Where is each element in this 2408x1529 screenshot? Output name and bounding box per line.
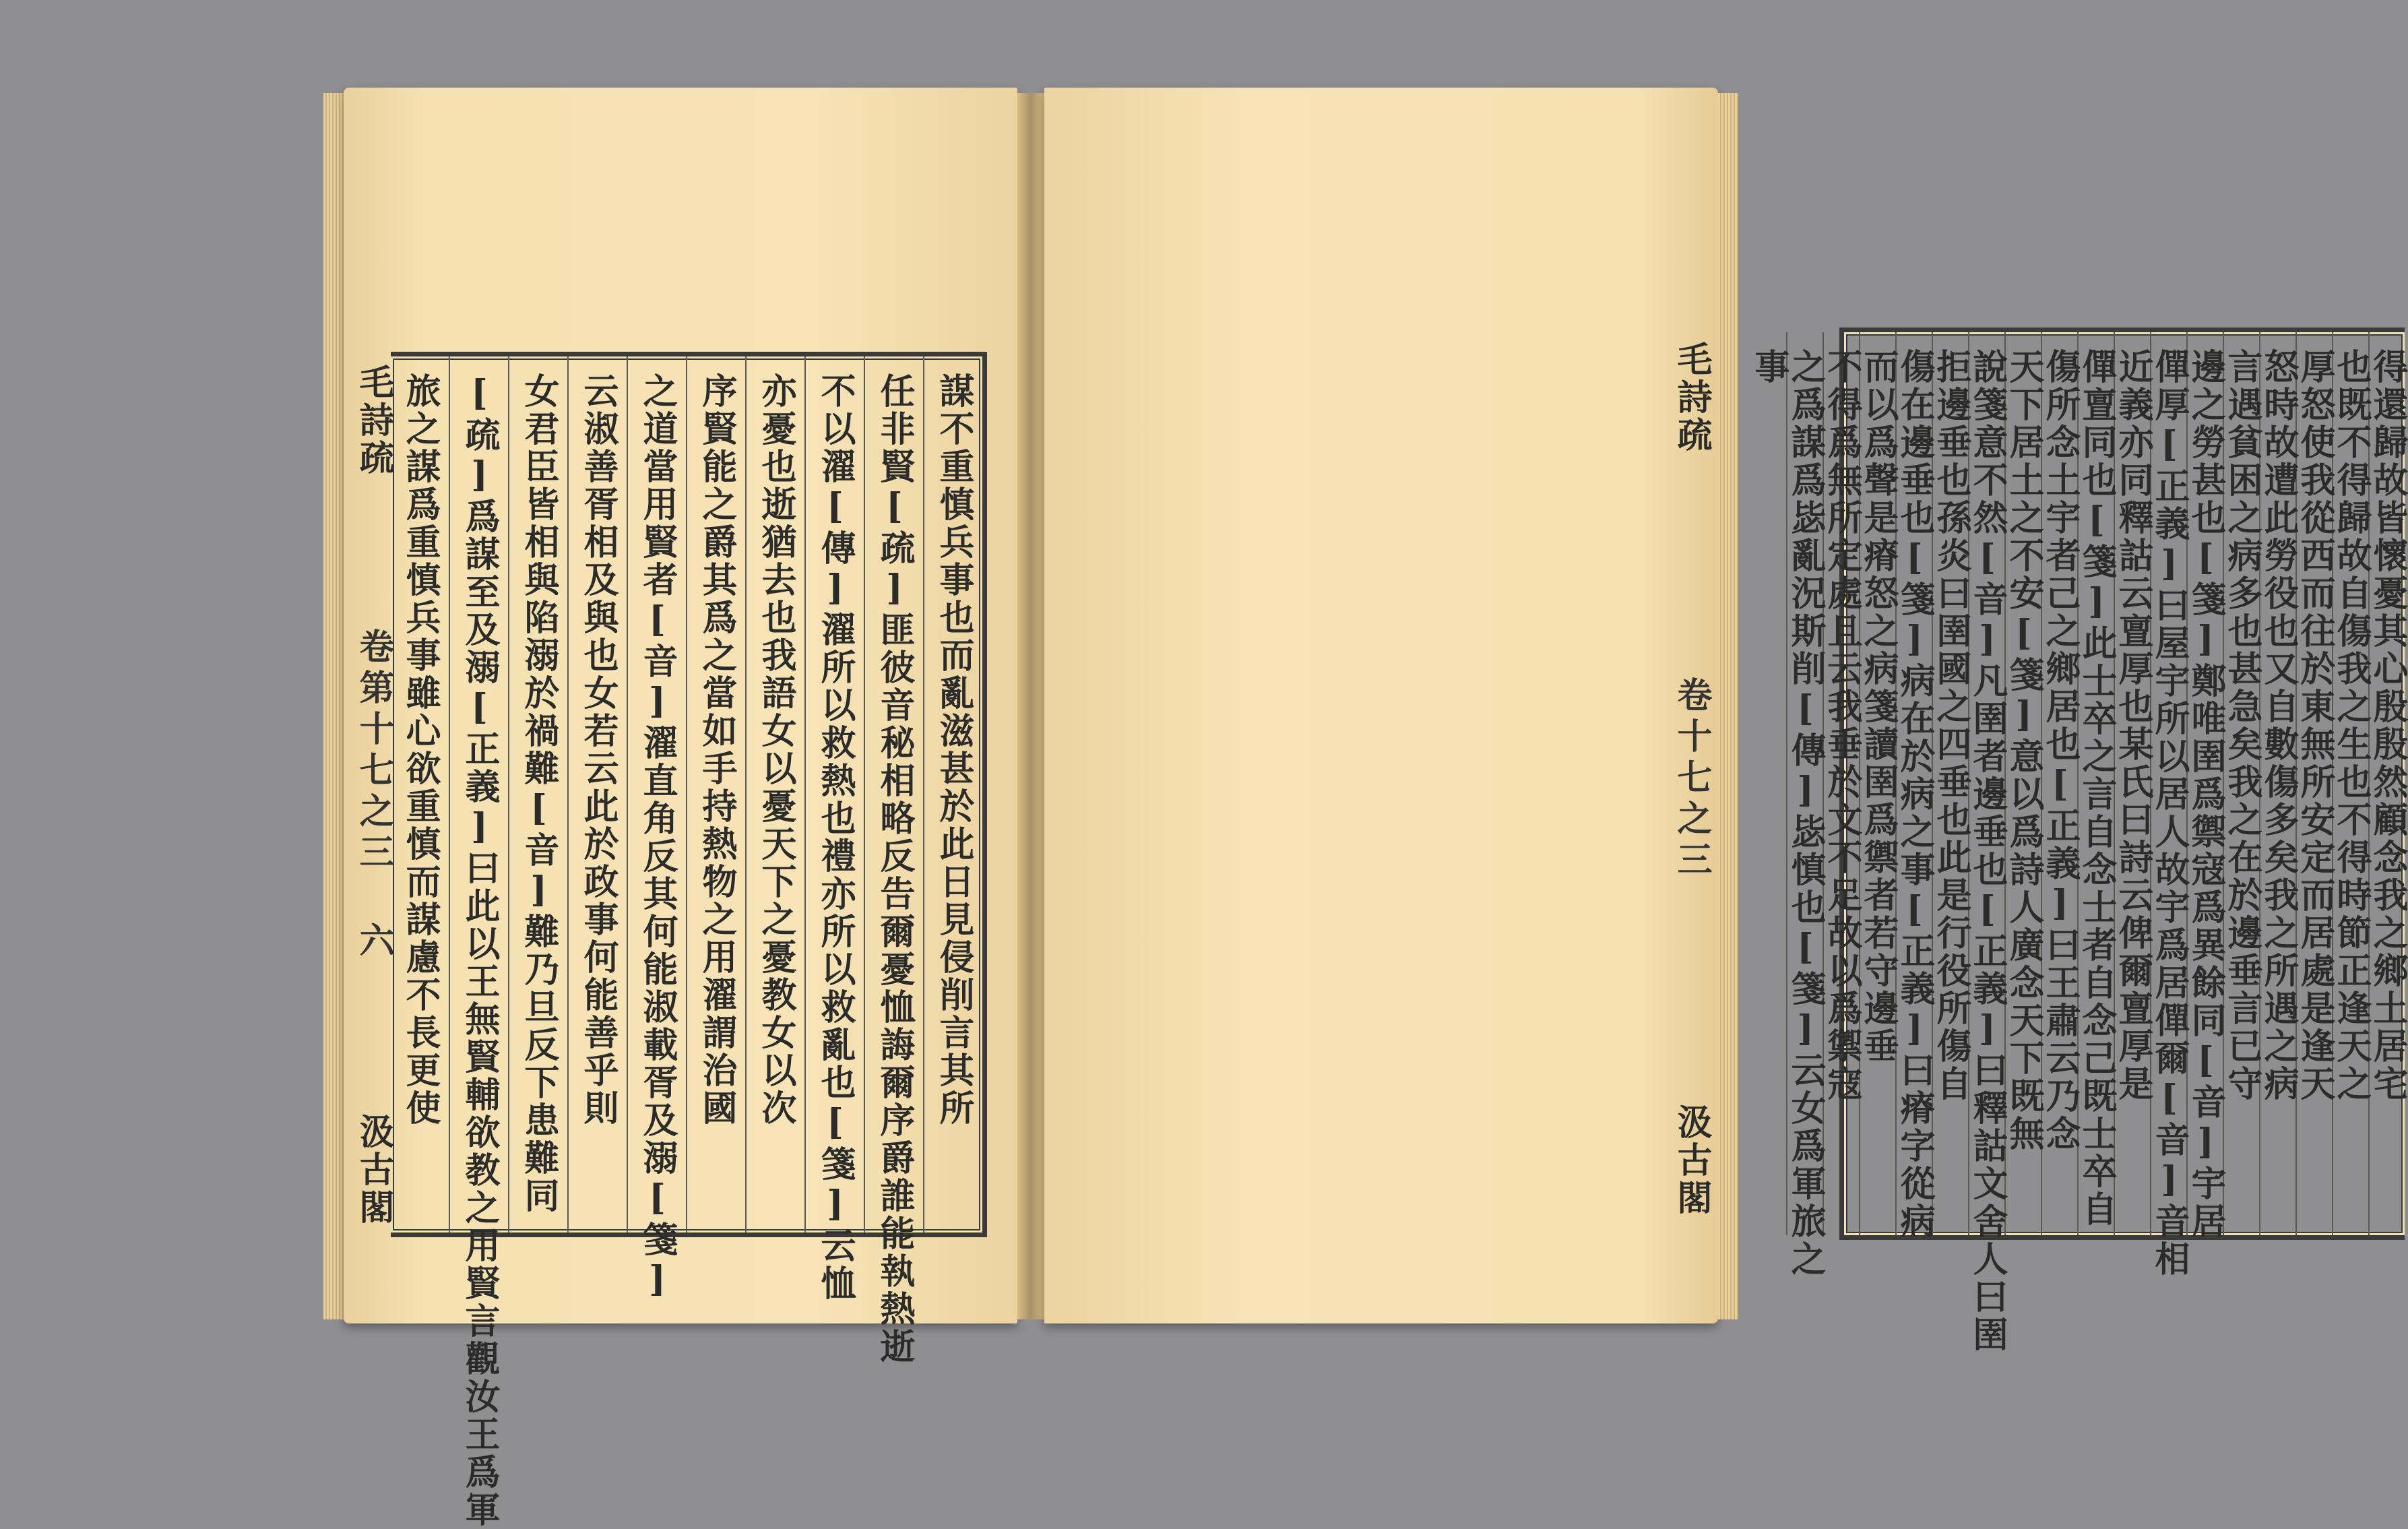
- left-column-text: 亦憂也逝猶去也我語女以憂天下之憂教女以次: [755, 373, 796, 1127]
- right-column-text: 僤厚[正義]曰屋宇所以居人故宇爲居僤爾[音]音相: [2149, 348, 2190, 1278]
- right-edge-volume: 卷十七之三: [1671, 676, 1712, 882]
- left-column-text: 謀不重慎兵事也而亂滋甚於此日見侵削言其所: [933, 373, 974, 1127]
- right-column-text: 得還歸故皆懷憂其心殷殷然顧念我之鄉土居宅: [2367, 348, 2408, 1103]
- right-column: [2221, 332, 2262, 1235]
- right-column-text: 近義亦同釋詁云亶厚也某氏曰詩云俾爾亶厚是: [2112, 348, 2153, 1103]
- left-margin-strip: [353, 364, 393, 1226]
- right-edge-title: 毛詩疏: [1671, 341, 1712, 454]
- right-page: [1044, 88, 2408, 1354]
- right-column-text: 拒邊垂也孫炎曰圉國之四垂也此是行役所傷自: [1930, 348, 1971, 1103]
- left-column-text: [疏]爲謀至及溺[正義]曰此以王無賢輔欲教之用賢言觀汝王爲軍: [459, 373, 500, 1529]
- left-column: [864, 356, 923, 1366]
- book-gutter: [1017, 93, 1044, 1319]
- right-column-text: 而以爲聲是瘠怒之病箋讀圉爲禦者若守邊垂: [1858, 348, 1899, 1065]
- left-text-frame: [391, 352, 987, 1529]
- right-column: [2112, 332, 2153, 1235]
- left-column: [627, 356, 686, 1303]
- right-column: [1821, 332, 1862, 1235]
- right-margin-strip: [1671, 341, 1711, 1217]
- right-column-text: 之爲謀爲毖亂況斯削[傳]毖慎也[箋]云女爲軍旅之: [1785, 348, 1826, 1278]
- right-column: [1894, 332, 1935, 1241]
- right-text-frame: [1748, 327, 2408, 1354]
- left-column-text: 云淑善胥相及與也女若云此於政事何能善乎則: [577, 373, 619, 1127]
- right-column: [2258, 332, 2299, 1235]
- right-column-text: 邊之勞甚也[箋]鄭唯圉爲禦寇爲異餘同[音]宇居: [2185, 348, 2226, 1241]
- left-column-text: 序賢能之爵其爲之當如手持熱物之用濯謂治國: [696, 373, 737, 1127]
- right-column: [1930, 332, 1971, 1235]
- right-column: [1785, 332, 1826, 1278]
- left-edge-title: 毛詩疏: [353, 364, 394, 477]
- left-column-text: 旅之謀爲重慎兵事雖心欲重慎而謀慮不長更使: [400, 373, 441, 1127]
- left-column: [508, 356, 567, 1232]
- right-column-text: 僤亶同也[箋]此士卒之言自念士者自念己既士卒自: [2076, 348, 2117, 1228]
- right-edge-publisher: 汲古閣: [1671, 1104, 1712, 1217]
- right-column: [2149, 332, 2190, 1278]
- right-column-text: 也既不得歸故自傷我之生也不得時節正逢天之: [2331, 348, 2372, 1103]
- right-column-text: 厚怒使我從西而往於東無所安定而居處是逢天: [2294, 348, 2335, 1103]
- right-columns: [1748, 332, 2408, 1354]
- left-column: [449, 356, 508, 1529]
- left-columns: [391, 356, 982, 1529]
- right-column-text: 傷在邊垂也[箋]病在於病之事[正義]曰瘠字從病: [1894, 348, 1935, 1241]
- right-column: [2076, 332, 2117, 1235]
- left-column: [567, 356, 627, 1232]
- right-column: [2294, 332, 2335, 1235]
- left-column-text: 女君臣皆相與陷溺於禍難[音]難乃旦反下患難同: [518, 373, 559, 1215]
- right-column: [2003, 332, 2044, 1235]
- right-column-text: 不得爲無所定處且云我垂於文不足故以爲禦寇: [1821, 348, 1862, 1103]
- left-column: [686, 356, 745, 1232]
- right-column: [2331, 332, 2372, 1235]
- page-edges-right: [1718, 93, 1738, 1319]
- page-edges-left: [323, 93, 344, 1319]
- right-column-text: 事: [1748, 348, 1789, 386]
- left-column-text: 之道當用賢者[音]濯直角反其何能淑載胥及溺[箋]: [637, 373, 678, 1303]
- right-column: [2367, 332, 2408, 1235]
- left-column-text: 不以濯[傳]濯所以救熱也禮亦所以救亂也[箋]云恤: [815, 373, 856, 1303]
- right-column: [1748, 332, 1789, 1235]
- right-column-text: 天下居土之不安[箋]意以爲詩人廣念天下既無: [2003, 348, 2044, 1153]
- right-column: [2039, 332, 2081, 1235]
- right-column: [1858, 332, 1899, 1235]
- left-column: [391, 356, 449, 1232]
- open-book: [317, 66, 2408, 1529]
- left-edge-publisher: 汲古閣: [353, 1113, 394, 1226]
- left-column: [923, 356, 982, 1232]
- left-column: [745, 356, 804, 1232]
- left-column-text: 任非賢[疏]匪彼音秘相略反告爾憂恤誨爾序爵誰能執熱逝: [874, 373, 915, 1366]
- right-column-text: 怒時故遭此勞役也又自數傷多矣我之所遇之病: [2258, 348, 2299, 1103]
- left-page: [344, 88, 1017, 1529]
- right-column-text: 說箋意不然[音]凡圉者邊垂也[正義]曰釋詁文舍人曰圉: [1967, 348, 2008, 1354]
- left-edge-volume: 卷第十七之三 六: [353, 627, 394, 963]
- right-column: [1967, 332, 2008, 1354]
- right-column-text: 傷所念土宇者己之鄉居也[正義]曰王肅云乃念: [2039, 348, 2081, 1153]
- right-column: [2185, 332, 2226, 1241]
- right-column-text: 言遇貧困之病多也甚急矣我之在於邊垂言已守: [2221, 348, 2262, 1103]
- left-column: [804, 356, 864, 1303]
